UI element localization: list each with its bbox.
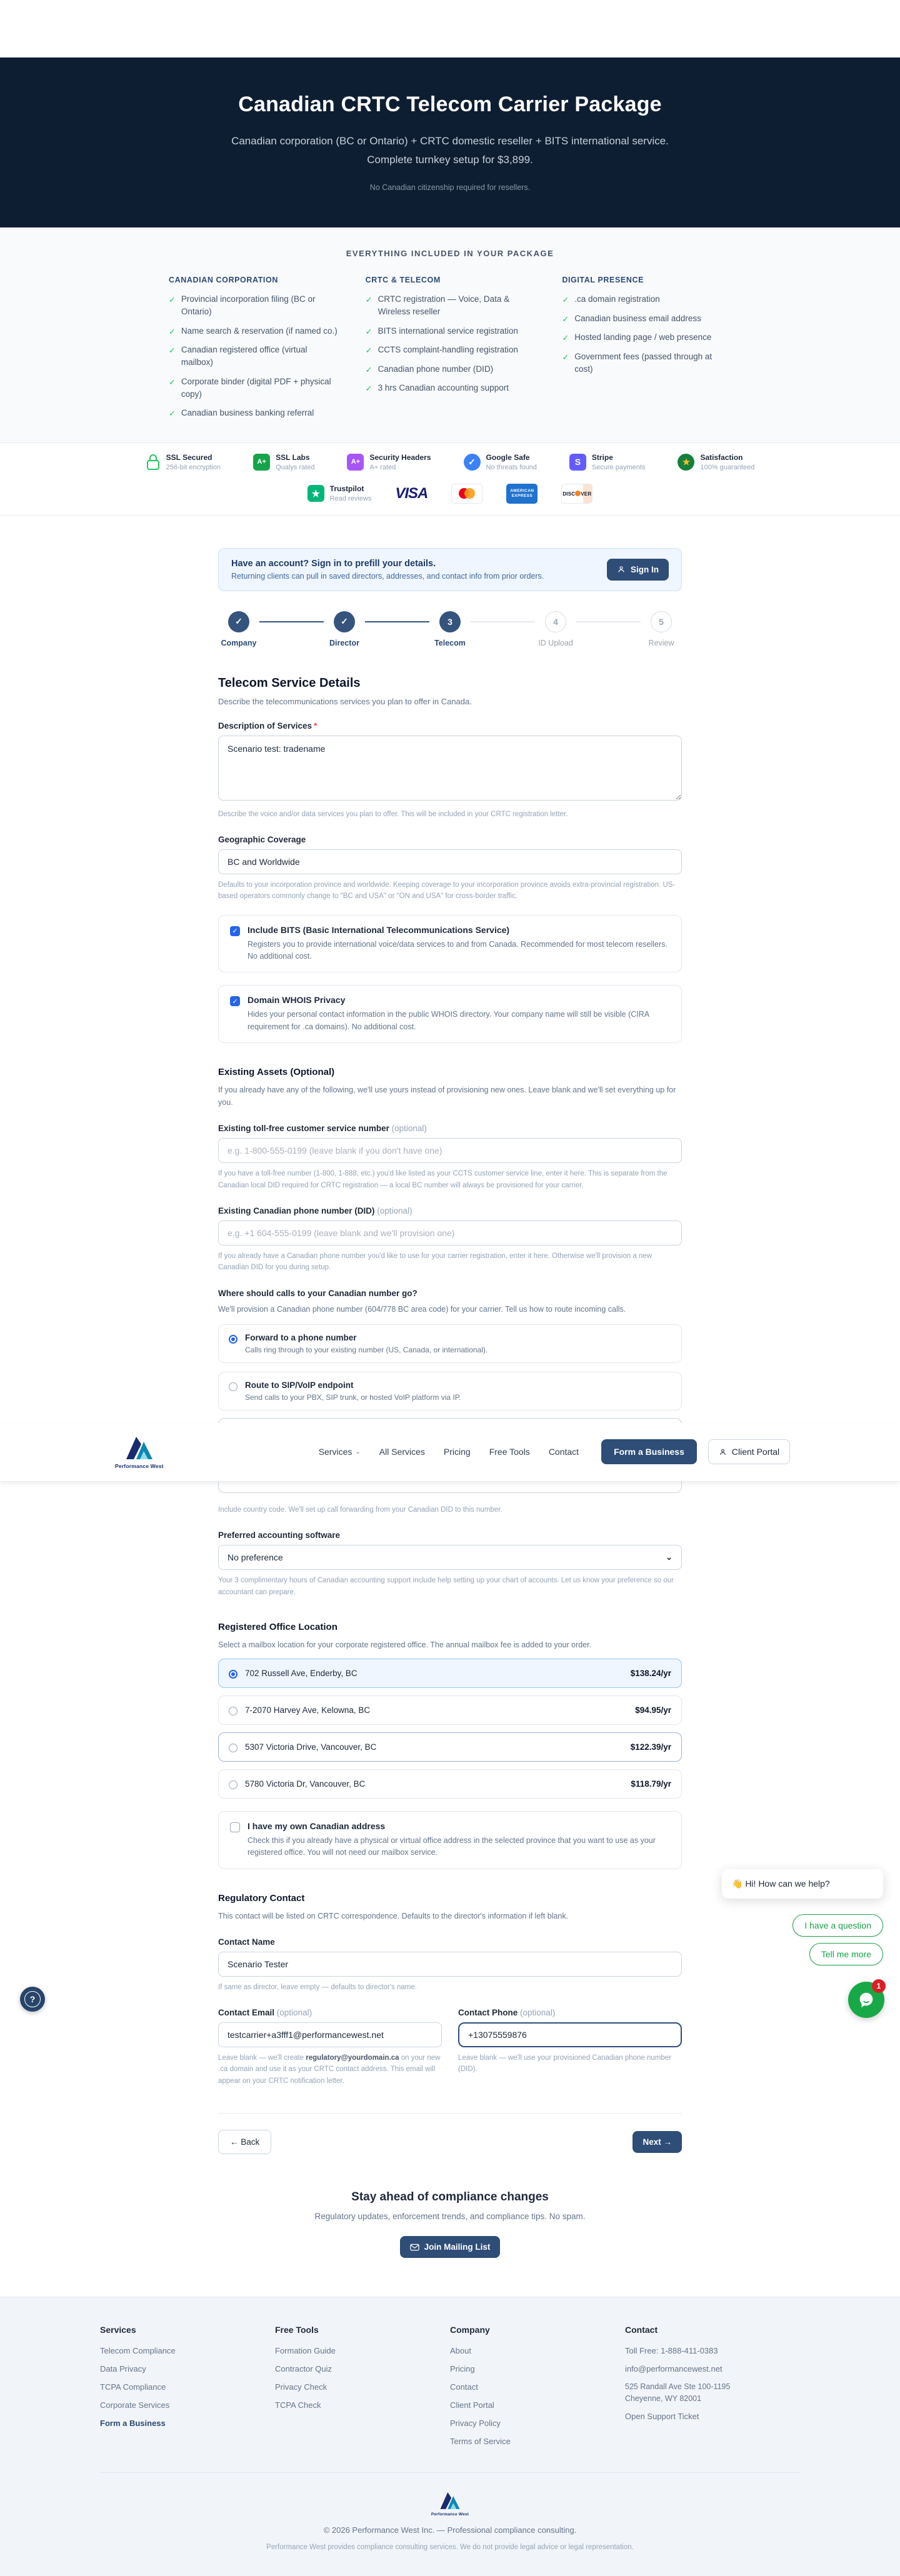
payments-row <box>0 484 900 504</box>
step-circle-todo: 5 <box>651 611 672 632</box>
check-icon: ✓ <box>365 364 372 374</box>
help-button[interactable] <box>20 1987 45 2012</box>
check-icon: ✓ <box>562 352 569 362</box>
tollfree-input[interactable] <box>218 1138 682 1163</box>
contact-name-input[interactable] <box>218 1952 682 1977</box>
package-column-title: CANADIAN CORPORATION <box>169 276 278 284</box>
signin-banner <box>218 548 682 591</box>
footer-address-line1: 525 Randall Ave Ste 100-1195 <box>625 2382 731 2392</box>
accounting-label: Preferred accounting software <box>218 1530 341 1540</box>
radio-unselected-icon[interactable] <box>229 1780 238 1789</box>
top-whitespace <box>0 0 900 57</box>
package-item: ✓ BITS international service registration <box>366 325 535 338</box>
step-circle-active: 3 <box>439 611 461 632</box>
footer-link[interactable]: Privacy Policy <box>450 2419 501 2429</box>
back-button[interactable]: ← Back <box>218 2130 271 2154</box>
step-connector <box>365 621 429 623</box>
package-heading: EVERYTHING INCLUDED IN YOUR PACKAGE <box>346 249 554 258</box>
package-column-title: DIGITAL PRESENCE <box>562 276 644 284</box>
step-connector <box>576 621 641 623</box>
office-price: $94.95/yr <box>635 1705 671 1715</box>
geo-input[interactable] <box>218 849 682 874</box>
footer-column-free-tools: Free Tools Formation Guide Contractor Quiz Privacy Check TCPA Check <box>275 2325 450 2455</box>
trust-badges-row <box>0 453 900 471</box>
required-asterisk: * <box>314 721 318 731</box>
a-plus-green-icon: A+ <box>253 454 270 471</box>
newsletter-heading: Stay ahead of compliance changes <box>351 2190 549 2204</box>
checkbox-checked-icon[interactable]: ✓ <box>230 926 240 936</box>
did-label: Existing Canadian phone number (DID) (optional) <box>218 1206 412 1216</box>
check-icon: ✓ <box>365 295 372 304</box>
chevron-down-icon: ⌄ <box>666 1552 672 1562</box>
package-column-corporation <box>169 276 338 426</box>
footer-toll-free[interactable]: Toll Free: 1-888-411-0383 <box>625 2346 718 2356</box>
badge-stripe: S Stripe Secure payments <box>569 453 646 471</box>
stripe-icon: S <box>569 454 586 471</box>
footer-link-form-a-business[interactable]: Form a Business <box>100 2419 166 2429</box>
footer-link[interactable]: Telecom Compliance <box>100 2346 176 2356</box>
regulatory-heading: Regulatory Contact <box>218 1892 305 1904</box>
description-group <box>218 721 682 820</box>
package-section <box>0 227 900 443</box>
badge-ssl-secured: SSL Secured 256-bit encryption <box>146 453 221 471</box>
contact-email-label: Contact Email (optional) <box>218 2008 312 2018</box>
step-connector <box>471 621 535 623</box>
chat-tell-me-more-button[interactable]: Tell me more <box>809 1943 883 1965</box>
footer-link[interactable]: Privacy Check <box>275 2382 328 2392</box>
package-item: ✓ Name search & reservation (if named co.) <box>169 325 338 338</box>
next-button[interactable]: Next → <box>632 2131 682 2153</box>
existing-assets-heading: Existing Assets (Optional) <box>218 1067 335 1078</box>
check-icon: ✓ <box>169 377 176 387</box>
step-id-upload[interactable]: 4 ID Upload <box>535 611 576 647</box>
contact-phone-label: Contact Phone (optional) <box>458 2008 556 2018</box>
description-helper: Describe the voice and/or data services you plan to offer. This will be included in your CRTC registration letter. <box>218 810 568 818</box>
footer-link[interactable]: Data Privacy <box>100 2364 146 2374</box>
footer-link[interactable]: Client Portal <box>450 2400 494 2410</box>
office-price: $138.24/yr <box>630 1668 671 1678</box>
package-item: ✓ Canadian phone number (DID) <box>366 363 535 376</box>
office-option-victoria-dr[interactable]: 5780 Victoria Dr, Vancouver, BC $118.79/yr <box>218 1769 682 1799</box>
contact-name-helper: If same as director, leave empty — defaults to director's name. <box>218 1983 417 1991</box>
newsletter-section <box>0 2154 900 2297</box>
contact-name-group <box>218 1937 682 1993</box>
office-heading: Registered Office Location <box>218 1621 338 1632</box>
person-icon <box>719 1448 727 1456</box>
sign-in-button[interactable]: Sign In <box>607 559 669 581</box>
package-item: ✓ 3 hrs Canadian accounting support <box>366 382 535 395</box>
form-a-business-button[interactable]: Form a Business <box>601 1439 697 1464</box>
form-actions <box>218 2113 682 2154</box>
footer-link[interactable]: TCPA Check <box>275 2400 321 2410</box>
tollfree-group <box>218 1124 682 1191</box>
contact-email-helper: Leave blank — we'll create regulatory@yourdomain.ca on your new .ca domain and use it as your CRTC contact address. This email will appear on your CRTC notification letter. <box>218 2054 441 2085</box>
package-column-crtc <box>366 276 535 426</box>
check-icon: ✓ <box>365 346 372 355</box>
package-item: ✓ CRTC registration — Voice, Data & Wireless reseller <box>366 293 535 319</box>
radio-unselected-icon[interactable] <box>229 1707 238 1715</box>
footer-link[interactable]: Pricing <box>450 2364 475 2374</box>
chevron-down-icon: ⌄ <box>355 1448 361 1455</box>
package-item: ✓ Canadian registered office (virtual mailbox) <box>169 344 338 369</box>
office-option-enderby[interactable]: 702 Russell Ave, Enderby, BC $138.24/yr <box>218 1659 682 1688</box>
visa-logo: VISA <box>395 484 428 502</box>
performance-west-logo-icon <box>122 1434 156 1462</box>
footer-bottom <box>0 2473 900 2551</box>
package-item: ✓ .ca domain registration <box>562 293 731 306</box>
tollfree-helper: If you have a toll-free number (1-800, 1-888, etc.) you'd like listed as your CCTS customer service line, enter it here. This is separate from the Canadian local DID required for CRTC registration — a local BC number will always be provisioned for your carrier. <box>218 1170 668 1189</box>
trustpilot-star-icon: ★ <box>308 485 324 502</box>
nav-link-pricing[interactable]: Pricing <box>443 1447 471 1457</box>
check-icon: ✓ <box>562 333 569 342</box>
chat-unread-badge: 1 <box>872 1979 886 1993</box>
footer-columns <box>100 2325 800 2455</box>
forward-helper: Include country code. We'll set up call forwarding from your Canadian DID to this number. <box>218 1505 502 1514</box>
badge-ssl-labs: A+ SSL Labs Qualys rated <box>253 453 314 471</box>
package-item: ✓ Corporate binder (digital PDF + physical copy) <box>169 376 338 401</box>
package-column-digital <box>562 276 731 426</box>
footer-logo: Performance West <box>431 2490 469 2517</box>
geo-helper: Defaults to your incorporation province and worldwide. Keeping coverage to your incorporation province avoids extra-provincial registration. US-based operators commonly change to "BC and USA" or "ON and USA" for cross-border traffic. <box>218 881 676 901</box>
own-address-desc: Check this if you already have a physical or virtual office address in the selected province that you want to use as your registered office. You will not need our mailbox service. <box>248 1835 656 1857</box>
office-price: $118.79/yr <box>631 1779 671 1789</box>
check-icon: ✓ <box>169 295 176 304</box>
step-circle-done: ✓ <box>334 611 355 632</box>
lock-icon <box>146 454 161 471</box>
package-item: ✓ Provincial incorporation filing (BC or Ontario) <box>169 293 338 319</box>
contact-name-label: Contact Name <box>218 1937 275 1947</box>
description-textarea[interactable] <box>218 736 682 801</box>
contact-phone-input[interactable] <box>458 2022 682 2047</box>
footer-support-ticket[interactable]: Open Support Ticket <box>625 2412 699 2422</box>
chat-bubble-icon <box>857 1990 876 2009</box>
discover-orange-o <box>575 491 581 496</box>
footer-column-services: Services Telecom Compliance Data Privacy TCPA Compliance Corporate Services Form a Business <box>100 2325 275 2455</box>
routing-option-sip[interactable]: Route to SIP/VoIP endpoint Send calls to your PBX, SIP trunk, or hosted VoIP platform via IP. <box>218 1372 682 1410</box>
did-group <box>218 1206 682 1274</box>
discover-logo: DISC VER <box>561 484 592 504</box>
whois-title: Domain WHOIS Privacy <box>248 995 346 1006</box>
star-seal-icon: ★ <box>678 454 694 471</box>
footer-copyright: © 2026 Performance West Inc. — Professional compliance consulting. <box>323 2525 577 2535</box>
amex-logo: AMERICAN EXPRESS <box>506 484 538 504</box>
footer-link[interactable]: Contact <box>450 2382 478 2392</box>
radio-unselected-icon[interactable] <box>229 1744 238 1752</box>
page-title: Canadian CRTC Telecom Carrier Package <box>238 92 662 116</box>
check-shield-icon: ✓ <box>464 454 481 471</box>
check-icon: ✓ <box>562 314 569 324</box>
accounting-select[interactable]: No preference ⌄ <box>218 1545 682 1570</box>
footer-link[interactable]: Terms of Service <box>450 2437 511 2447</box>
contact-phone-group <box>458 2008 682 2087</box>
office-option-kelowna[interactable]: 7-2070 Harvey Ave, Kelowna, BC $94.95/yr <box>218 1695 682 1725</box>
chat-quick-replies <box>792 1914 883 1965</box>
footer-link[interactable]: Formation Guide <box>275 2346 336 2356</box>
person-icon <box>617 565 626 574</box>
navbar-logo[interactable]: Performance West <box>115 1434 164 1469</box>
check-icon: ✓ <box>562 295 569 304</box>
form-title: Telecom Service Details <box>218 676 361 690</box>
contact-email-input[interactable] <box>218 2022 442 2047</box>
nav-link-contact[interactable]: Contact <box>548 1447 579 1457</box>
radio-unselected-icon[interactable] <box>229 1382 238 1391</box>
step-review[interactable]: 5 Review <box>641 611 682 647</box>
question-mark-icon: ? <box>24 1991 41 2007</box>
footer-column-company: Company About Pricing Contact Client Portal Privacy Policy Terms of Service <box>450 2325 625 2455</box>
footer <box>0 2297 900 2576</box>
chat-question-button[interactable]: I have a question <box>792 1914 883 1937</box>
geo-label: Geographic Coverage <box>218 834 306 844</box>
contact-email-phone-row <box>218 2008 682 2087</box>
package-item: ✓ Government fees (passed through at cost) <box>562 351 731 376</box>
tollfree-label: Existing toll-free customer service number (optional) <box>218 1124 427 1134</box>
performance-west-logo-icon <box>438 2490 462 2511</box>
checkbox-checked-icon[interactable]: ✓ <box>230 996 240 1006</box>
step-circle-todo: 4 <box>545 611 566 632</box>
whois-checkbox-card[interactable] <box>218 985 682 1043</box>
check-icon: ✓ <box>365 326 372 336</box>
hero-note: No Canadian citizenship required for resellers. <box>369 182 531 192</box>
check-icon: ✓ <box>169 326 176 336</box>
footer-link[interactable]: About <box>450 2346 471 2356</box>
regulatory-section <box>29 1878 881 2087</box>
navbar-overlap-region <box>115 1418 780 1500</box>
main-content <box>29 548 881 2155</box>
site-navbar <box>0 1423 900 1482</box>
routing-option-forward[interactable]: Forward to a phone number Calls ring through to your existing number (US, Canada, or international). <box>218 1324 682 1363</box>
routing-group <box>218 1289 682 1410</box>
step-telecom[interactable]: 3 Telecom <box>429 611 471 647</box>
checkbox-unchecked-icon[interactable] <box>230 1822 240 1832</box>
check-icon: ✓ <box>169 409 176 418</box>
check-icon: ✓ <box>169 346 176 355</box>
office-option-victoria-drive[interactable]: 5307 Victoria Drive, Vancouver, BC $122.39/yr <box>218 1732 682 1762</box>
a-plus-purple-icon: A+ <box>347 454 364 471</box>
own-address-title: I have my own Canadian address <box>248 1820 386 1831</box>
own-address-checkbox-card[interactable] <box>218 1811 682 1869</box>
nav-link-all-services[interactable]: All Services <box>379 1447 425 1457</box>
nav-link-free-tools[interactable]: Free Tools <box>489 1447 530 1457</box>
badge-satisfaction: ★ Satisfaction 100% guaranteed <box>678 453 754 471</box>
package-item: ✓ CCTS complaint-handling registration <box>366 344 535 357</box>
step-company[interactable]: ✓ Company <box>218 611 259 647</box>
package-item: ✓ Canadian business banking referral <box>169 407 338 420</box>
newsletter-sub: Regulatory updates, enforcement trends, and compliance tips. No spam. <box>314 2212 586 2222</box>
mail-icon <box>410 2244 419 2251</box>
join-mailing-list-button[interactable]: Join Mailing List <box>400 2236 501 2258</box>
contact-email-group <box>218 2008 442 2087</box>
radio-selected-icon[interactable] <box>229 1670 238 1679</box>
nav-link-services[interactable]: Services ⌄ <box>318 1447 361 1457</box>
footer-column-contact: Contact Toll Free: 1-888-411-0383 info@performancewest.net 525 Randall Ave Ste 100-1195 Cheyenne, WY 82001 Open Support Ticket <box>625 2325 800 2455</box>
hero-banner <box>0 57 900 227</box>
contact-phone-helper: Leave blank — we'll use your provisioned Canadian phone number (DID). <box>458 2054 672 2074</box>
regulatory-sub: This contact will be listed on CRTC correspondence. Defaults to the director's information if left blank. <box>218 1911 569 1920</box>
footer-link[interactable]: Corporate Services <box>100 2400 170 2410</box>
bits-title: Include BITS (Basic International Telecommunications Service) <box>248 924 510 935</box>
signin-title: Have an account? Sign in to prefill your details. <box>231 558 436 569</box>
step-connector <box>259 621 324 623</box>
trustpilot-badge[interactable]: ★ Trustpilot Read reviews <box>308 484 372 502</box>
did-helper: If you already have a Canadian phone number you'd like to use for your carrier registration, enter it here. Otherwise we'll provision a new Canadian DID for you during setup. <box>218 1252 652 1272</box>
footer-link[interactable]: Contractor Quiz <box>275 2364 332 2374</box>
trust-section <box>0 443 900 516</box>
form-subtitle: Describe the telecommunications services you plan to offer in Canada. <box>218 696 472 706</box>
footer-address-line2: Cheyenne, WY 82001 <box>625 2394 702 2404</box>
footer-disclaimer: Performance West provides compliance consulting services. We do not provide legal advice or legal representation. <box>266 2544 634 2552</box>
badge-security-headers: A+ Security Headers A+ rated <box>347 453 431 471</box>
client-portal-button[interactable]: Client Portal <box>708 1439 790 1464</box>
office-sub: Select a mailbox location for your corporate registered office. The annual mailbox fee is added to your order. <box>218 1640 592 1649</box>
routing-heading: Where should calls to your Canadian number go? <box>218 1288 418 1298</box>
check-icon: ✓ <box>365 384 372 393</box>
accounting-group <box>218 1530 682 1598</box>
navbar-links <box>319 1447 579 1457</box>
radio-selected-icon[interactable] <box>229 1335 238 1344</box>
chat-launcher-button[interactable] <box>848 1982 884 2018</box>
package-column-title: CRTC & TELECOM <box>365 276 441 284</box>
step-circle-done: ✓ <box>228 611 249 632</box>
mastercard-orange-circle <box>464 488 475 499</box>
accounting-helper: Your 3 complimentary hours of Canadian accounting support include help setting up your chart of accounts. Let us know your preference so our accountant can prepare. <box>218 1577 674 1596</box>
geo-group <box>218 835 682 902</box>
existing-assets-intro: If you already have any of the following, we'll use yours instead of provisioning new ones. Leave blank and we'll set everything up for you. <box>218 1086 676 1107</box>
chat-greeting-bubble[interactable]: 👋 Hi! How can we help? <box>722 1869 883 1899</box>
office-price: $122.39/yr <box>630 1742 671 1752</box>
bits-checkbox-card[interactable] <box>218 915 682 973</box>
whois-desc: Hides your personal contact information in the public WHOIS directory. Your company name will still be visible (CIRA requirement for .ca domains). No additional cost. <box>248 1010 649 1031</box>
package-columns <box>169 276 731 426</box>
badge-google-safe: ✓ Google Safe No threats found <box>464 453 537 471</box>
routing-sub: We'll provision a Canadian phone number (604/778 BC area code) for your carrier. Tell us how to route incoming calls. <box>218 1304 626 1314</box>
step-director[interactable]: ✓ Director <box>324 611 365 647</box>
bits-desc: Registers you to provide international voice/data services to and from Canada. Recommended for most telecom resellers. No additional cost. <box>248 939 668 961</box>
did-input[interactable] <box>218 1221 682 1246</box>
footer-link[interactable]: TCPA Compliance <box>100 2382 166 2392</box>
footer-email[interactable]: info@performancewest.net <box>625 2364 722 2374</box>
mastercard-logo <box>451 484 482 504</box>
hero-subtitle: Canadian corporation (BC or Ontario) + CRTC domestic reseller + BITS international service. Complete turnkey setup for $3,899. <box>231 135 669 166</box>
wizard-stepper <box>218 611 682 647</box>
description-label: Description of Services * <box>218 721 318 731</box>
package-item: ✓ Hosted landing page / web presence <box>562 331 731 344</box>
package-item: ✓ Canadian business email address <box>562 312 731 326</box>
signin-subtitle: Returning clients can pull in saved directors, addresses, and contact info from prior orders. <box>231 571 544 581</box>
